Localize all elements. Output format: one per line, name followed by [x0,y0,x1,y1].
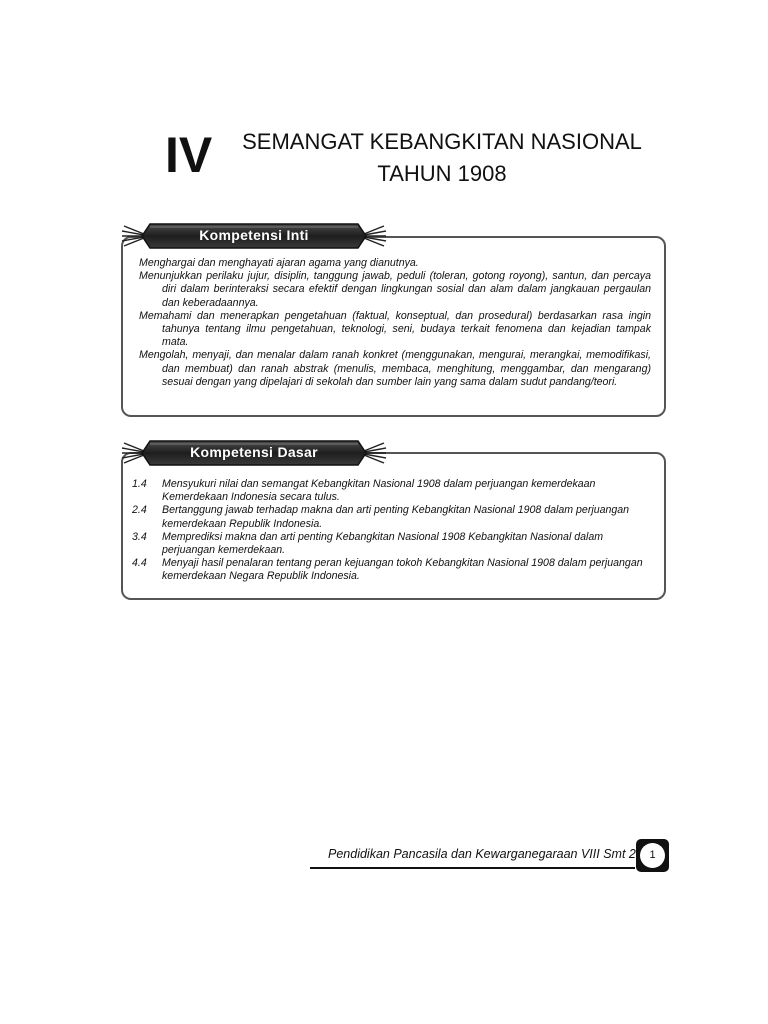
kompetensi-dasar-list [132,478,652,584]
list-item [132,531,652,557]
list-item: Memahami dan menerapkan pengetahuan (faktual, konseptual, dan prosedural) berdasarkan rasa ingin tahunya tentang ilmu pengetahuan, teknologi, seni, budaya terkait fenomena dan kejadian tampak mata. [139,309,651,349]
chapter-title-line2: TAHUN 1908 [377,161,507,186]
page-number: 1 [640,843,665,868]
item-text: Memprediksi makna dan arti penting Kebangkitan Nasional 1908 Kebangkitan Nasional dalam perjuangan kemerdekaan. [162,530,604,557]
item-number: 2.4 [132,504,147,517]
kompetensi-dasar-banner [120,438,388,468]
item-number: 3.4 [132,530,147,543]
item-text: Menyaji hasil penalaran tentang peran kejuangan tokoh Kebangkitan Nasional 1908 dalam perjuangan kemerdekaan Negara Republik Indonesia. [162,557,643,583]
item-number: 4.4 [132,557,147,570]
footer-book-title: Pendidikan Pancasila dan Kewarganegaraan VIII Smt 2 [328,847,636,861]
list-item: Mengolah, menyaji, dan menalar dalam ranah konkret (menggunakan, mengurai, merangkai, memodifikasi, dan membuat) dan ranah abstrak (menulis, membaca, menghitung, menggambar, dan mengarang) sesuai dengan yang dipelajari di sekolah dan sumber lain yang sama dalam sudut pandang/teori. [139,349,651,388]
list-item: Menghargai dan menghayati ajaran agama yang dianutnya. [139,257,419,269]
kompetensi-inti-list [139,257,651,389]
kompetensi-inti-label: Kompetensi Inti [199,227,309,243]
chapter-number: IV [165,127,213,183]
list-item [132,557,652,583]
list-item [132,504,652,530]
footer-divider [310,867,635,869]
kompetensi-inti-banner [120,221,388,251]
chapter-title-line1: SEMANGAT KEBANGKITAN NASIONAL [242,129,642,154]
chapter-title [232,126,652,190]
item-text: Bertanggung jawab terhadap makna dan arti penting Kebangkitan Nasional 1908 dalam perjuangan kemerdekaan Republik Indonesia. [162,504,630,530]
list-item [132,478,652,504]
list-item: Menunjukkan perilaku jujur, disiplin, tanggung jawab, peduli (toleran, gotong royong), santun, dan percaya diri dalam berinteraksi secara efektif dengan lingkungan sosial dan alam dalam jangkauan pergaulan dan keberadaannya. [139,270,651,309]
kompetensi-dasar-label: Kompetensi Dasar [190,444,318,460]
item-number: 1.4 [132,478,147,490]
page-number-badge [636,839,669,872]
item-text: Mensyukuri nilai dan semangat Kebangkitan Nasional 1908 dalam perjuangan kemerdekaan Kemerdekaan Indonesia secara tulus. [162,478,596,504]
